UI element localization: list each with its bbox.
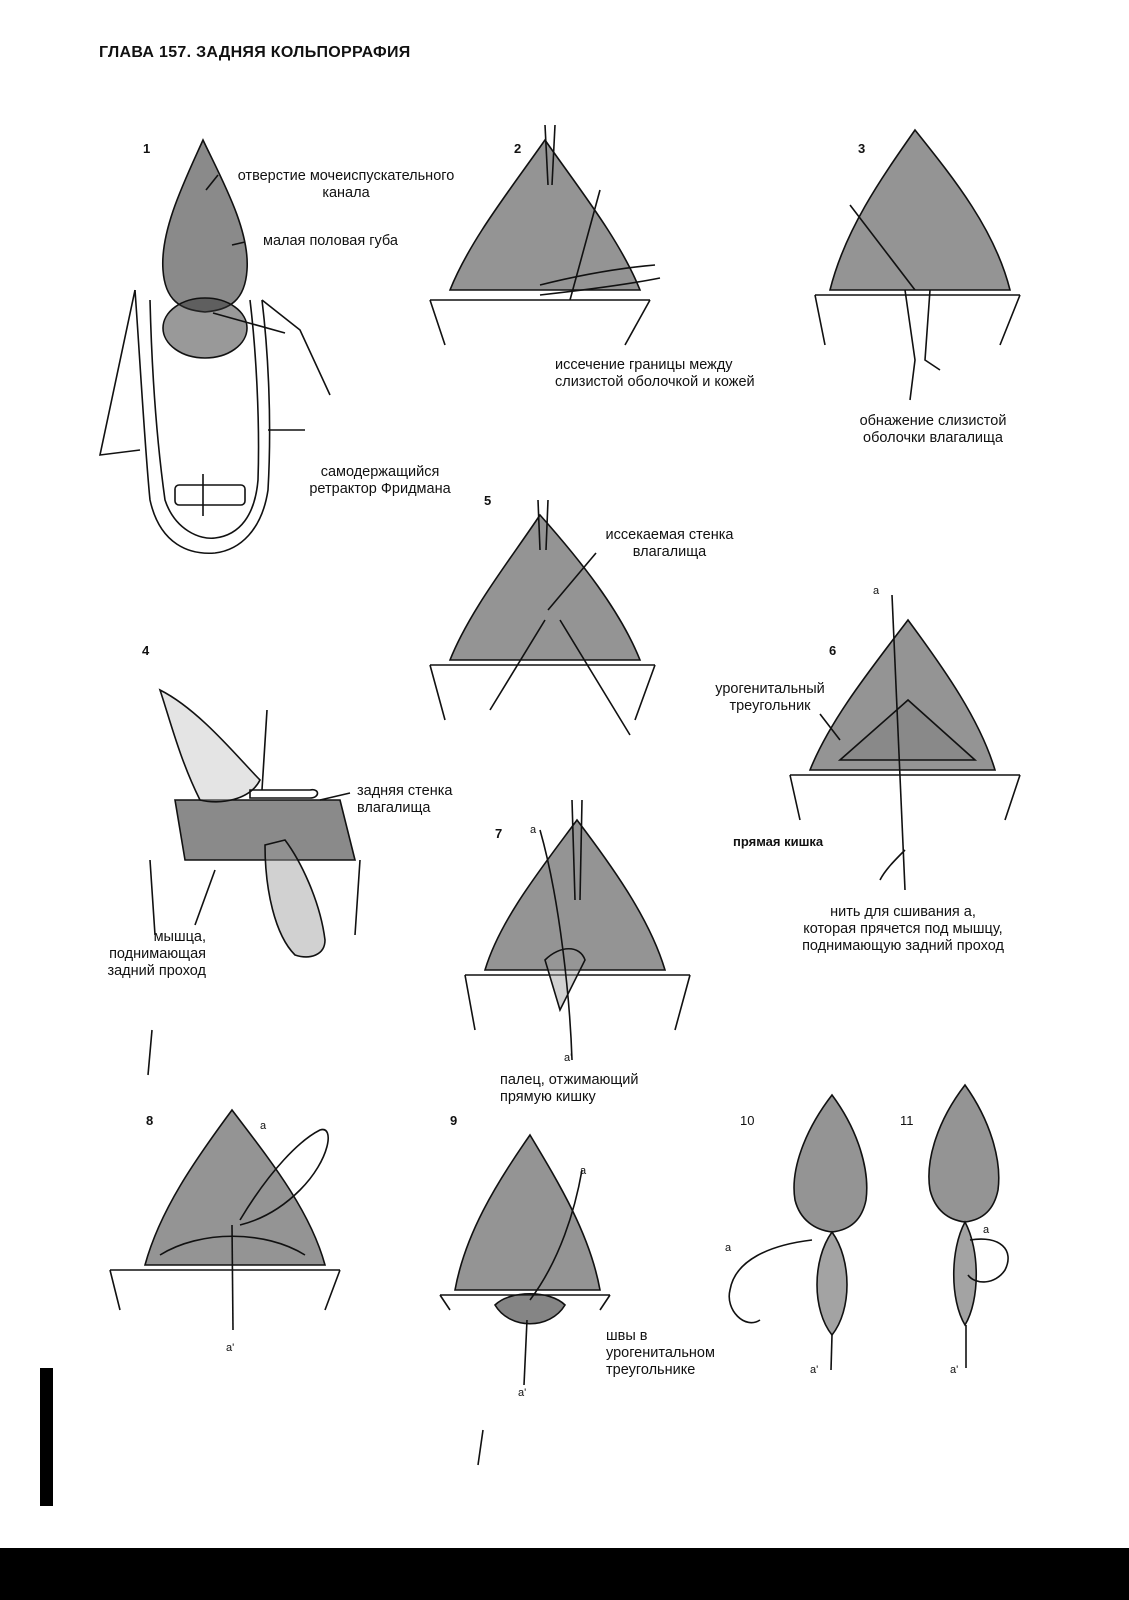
label-posterior-vaginal-wall: задняя стенка влагалища: [357, 783, 453, 816]
thread-mark: a: [580, 1165, 587, 1177]
thread-mark: a: [260, 1120, 267, 1132]
figure-3-drawing: [815, 130, 1020, 400]
figure-11-number: 11: [900, 1113, 914, 1128]
chapter-heading: ГЛАВА 157. ЗАДНЯЯ КОЛЬПОРРАФИЯ: [99, 44, 411, 61]
figure-6-number: 6: [829, 643, 837, 658]
thread-mark: a': [564, 1052, 573, 1064]
figure-1-number: 1: [143, 141, 151, 156]
figure-4-number: 4: [142, 643, 150, 658]
figure-2-number: 2: [514, 141, 522, 156]
figure-7-number: 7: [495, 826, 503, 841]
figure-9-number: 9: [450, 1113, 458, 1128]
figure-10-drawing: [729, 1095, 867, 1370]
label-urethral-opening: отверстие мочеиспускательного канала: [237, 168, 455, 201]
scan-bottom-border: [0, 1548, 1129, 1600]
figure-2-drawing: [430, 125, 660, 345]
thread-mark: a': [226, 1342, 235, 1354]
figure-8-drawing: [110, 1110, 340, 1330]
scan-edge-mark: [40, 1368, 53, 1506]
figure-10-number: 10: [740, 1113, 755, 1128]
label-excised-vaginal-wall: иссекаемая стенка влагалища: [605, 527, 734, 560]
label-vaginal-mucosa-exposure: обнажение слизистой оболочки влагалища: [859, 413, 1007, 446]
label-levator-ani: мышца, поднимающая задний проход: [107, 929, 206, 979]
label-labium-minus: малая половая губа: [263, 233, 398, 249]
label-urogenital-sutures: швы в урогенитальном треугольнике: [606, 1328, 715, 1378]
label-urogenital-triangle: урогенитальный треугольник: [715, 681, 825, 714]
label-suture-thread: нить для сшивания а, которая прячется под мышцу, поднимающую задний проход: [802, 904, 1004, 954]
thread-mark: a: [530, 824, 537, 836]
thread-mark: a: [983, 1224, 990, 1236]
figure-3-number: 3: [858, 141, 866, 156]
thread-mark: a': [518, 1387, 527, 1399]
label-excision-border: иссечение границы между слизистой оболочкой и кожей: [555, 357, 755, 390]
thread-mark: a: [725, 1242, 732, 1254]
label-friedman-retractor: самодержащийся ретрактор Фридмана: [309, 464, 451, 497]
label-finger-pressing-rectum: палец, отжимающий прямую кишку: [500, 1072, 639, 1105]
figure-5-number: 5: [484, 493, 492, 508]
figure-11-drawing: [929, 1085, 1008, 1368]
figure-8-number: 8: [146, 1113, 154, 1128]
thread-mark: a: [873, 585, 880, 597]
figure-6-drawing: [790, 595, 1020, 890]
figure-4-drawing: [150, 690, 360, 957]
thread-mark: a': [950, 1364, 959, 1376]
thread-mark: a': [810, 1364, 819, 1376]
label-rectum: прямая кишка: [733, 834, 824, 849]
